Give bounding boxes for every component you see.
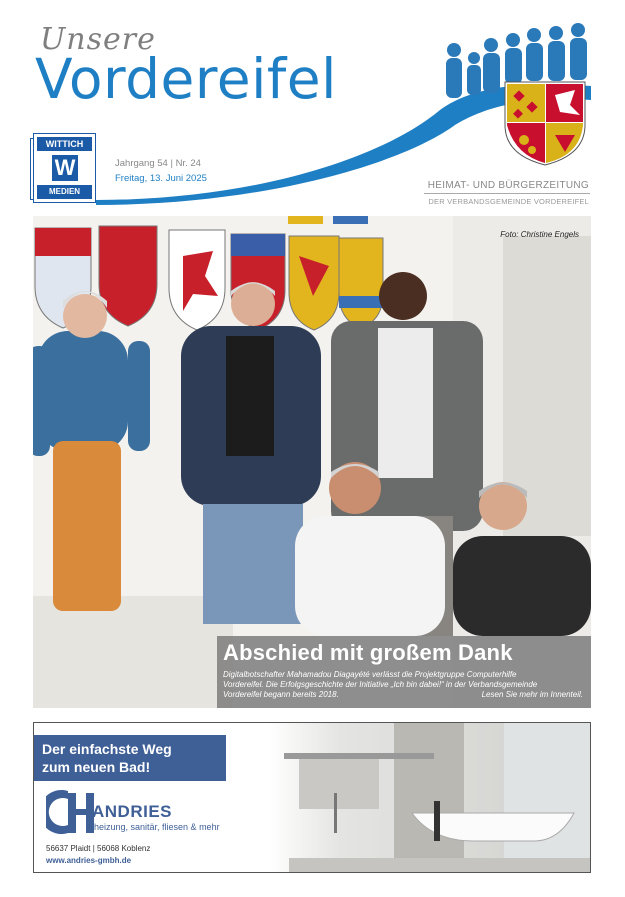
logo-letter: W bbox=[52, 155, 78, 181]
wittich-medien-logo bbox=[33, 133, 96, 203]
issue-date: Freitag, 13. Juni 2025 bbox=[115, 173, 207, 184]
masthead-unsere: Unsere bbox=[40, 22, 156, 57]
andries-logo-icon bbox=[46, 789, 94, 835]
company-address: 56637 Plaidt | 56068 Koblenz bbox=[46, 844, 151, 853]
tagline-divider bbox=[424, 193, 590, 194]
logo-stack-decoration bbox=[30, 138, 34, 200]
company-website-link[interactable]: www.andries-gmbh.de bbox=[46, 856, 132, 865]
masthead-title: Vordereifel bbox=[35, 47, 337, 111]
ad-banner-line-1: Der einfachste Weg bbox=[42, 741, 172, 757]
logo-top-text: WITTICH bbox=[37, 137, 92, 151]
cover-photo bbox=[33, 216, 591, 708]
headline-box bbox=[217, 636, 591, 708]
coat-of-arms-icon bbox=[505, 82, 585, 165]
tagline: HEIMAT- UND BÜRGERZEITUNG bbox=[427, 180, 589, 191]
company-services: heizung, sanitär, fliesen & mehr bbox=[94, 822, 220, 832]
issue-number: Jahrgang 54 | Nr. 24 bbox=[115, 158, 201, 169]
subline: DER VERBANDSGEMEINDE VORDEREIFEL bbox=[428, 197, 589, 206]
article-lead bbox=[223, 670, 583, 700]
lead-line-3-text: Vordereifel begann bereits 2018. bbox=[223, 690, 339, 699]
ad-banner-line-2: zum neuen Bad! bbox=[42, 759, 151, 775]
masthead bbox=[0, 0, 625, 215]
lead-line-1: Digitalbotschafter Mahamadou Diagayété verlässt die Projektgruppe Computerhilfe bbox=[223, 670, 517, 679]
lead-line-2: Vordereifel. Die Erfolgsgeschichte der Initiative „Ich bin dabei!“ in der Verbandsgemeinde bbox=[223, 680, 538, 689]
article-headline[interactable]: Abschied mit großem Dank bbox=[223, 640, 513, 665]
company-name: ANDRIES bbox=[92, 802, 173, 821]
read-more-note: Lesen Sie mehr im Innenteil. bbox=[481, 690, 583, 699]
photo-credit: Foto: Christine Engels bbox=[500, 230, 579, 239]
group-photo-illustration bbox=[33, 216, 591, 708]
lead-line-3 bbox=[223, 690, 583, 700]
ad-banner bbox=[34, 735, 226, 781]
logo-bottom-text: MEDIEN bbox=[37, 185, 92, 199]
advertisement[interactable] bbox=[33, 722, 591, 873]
